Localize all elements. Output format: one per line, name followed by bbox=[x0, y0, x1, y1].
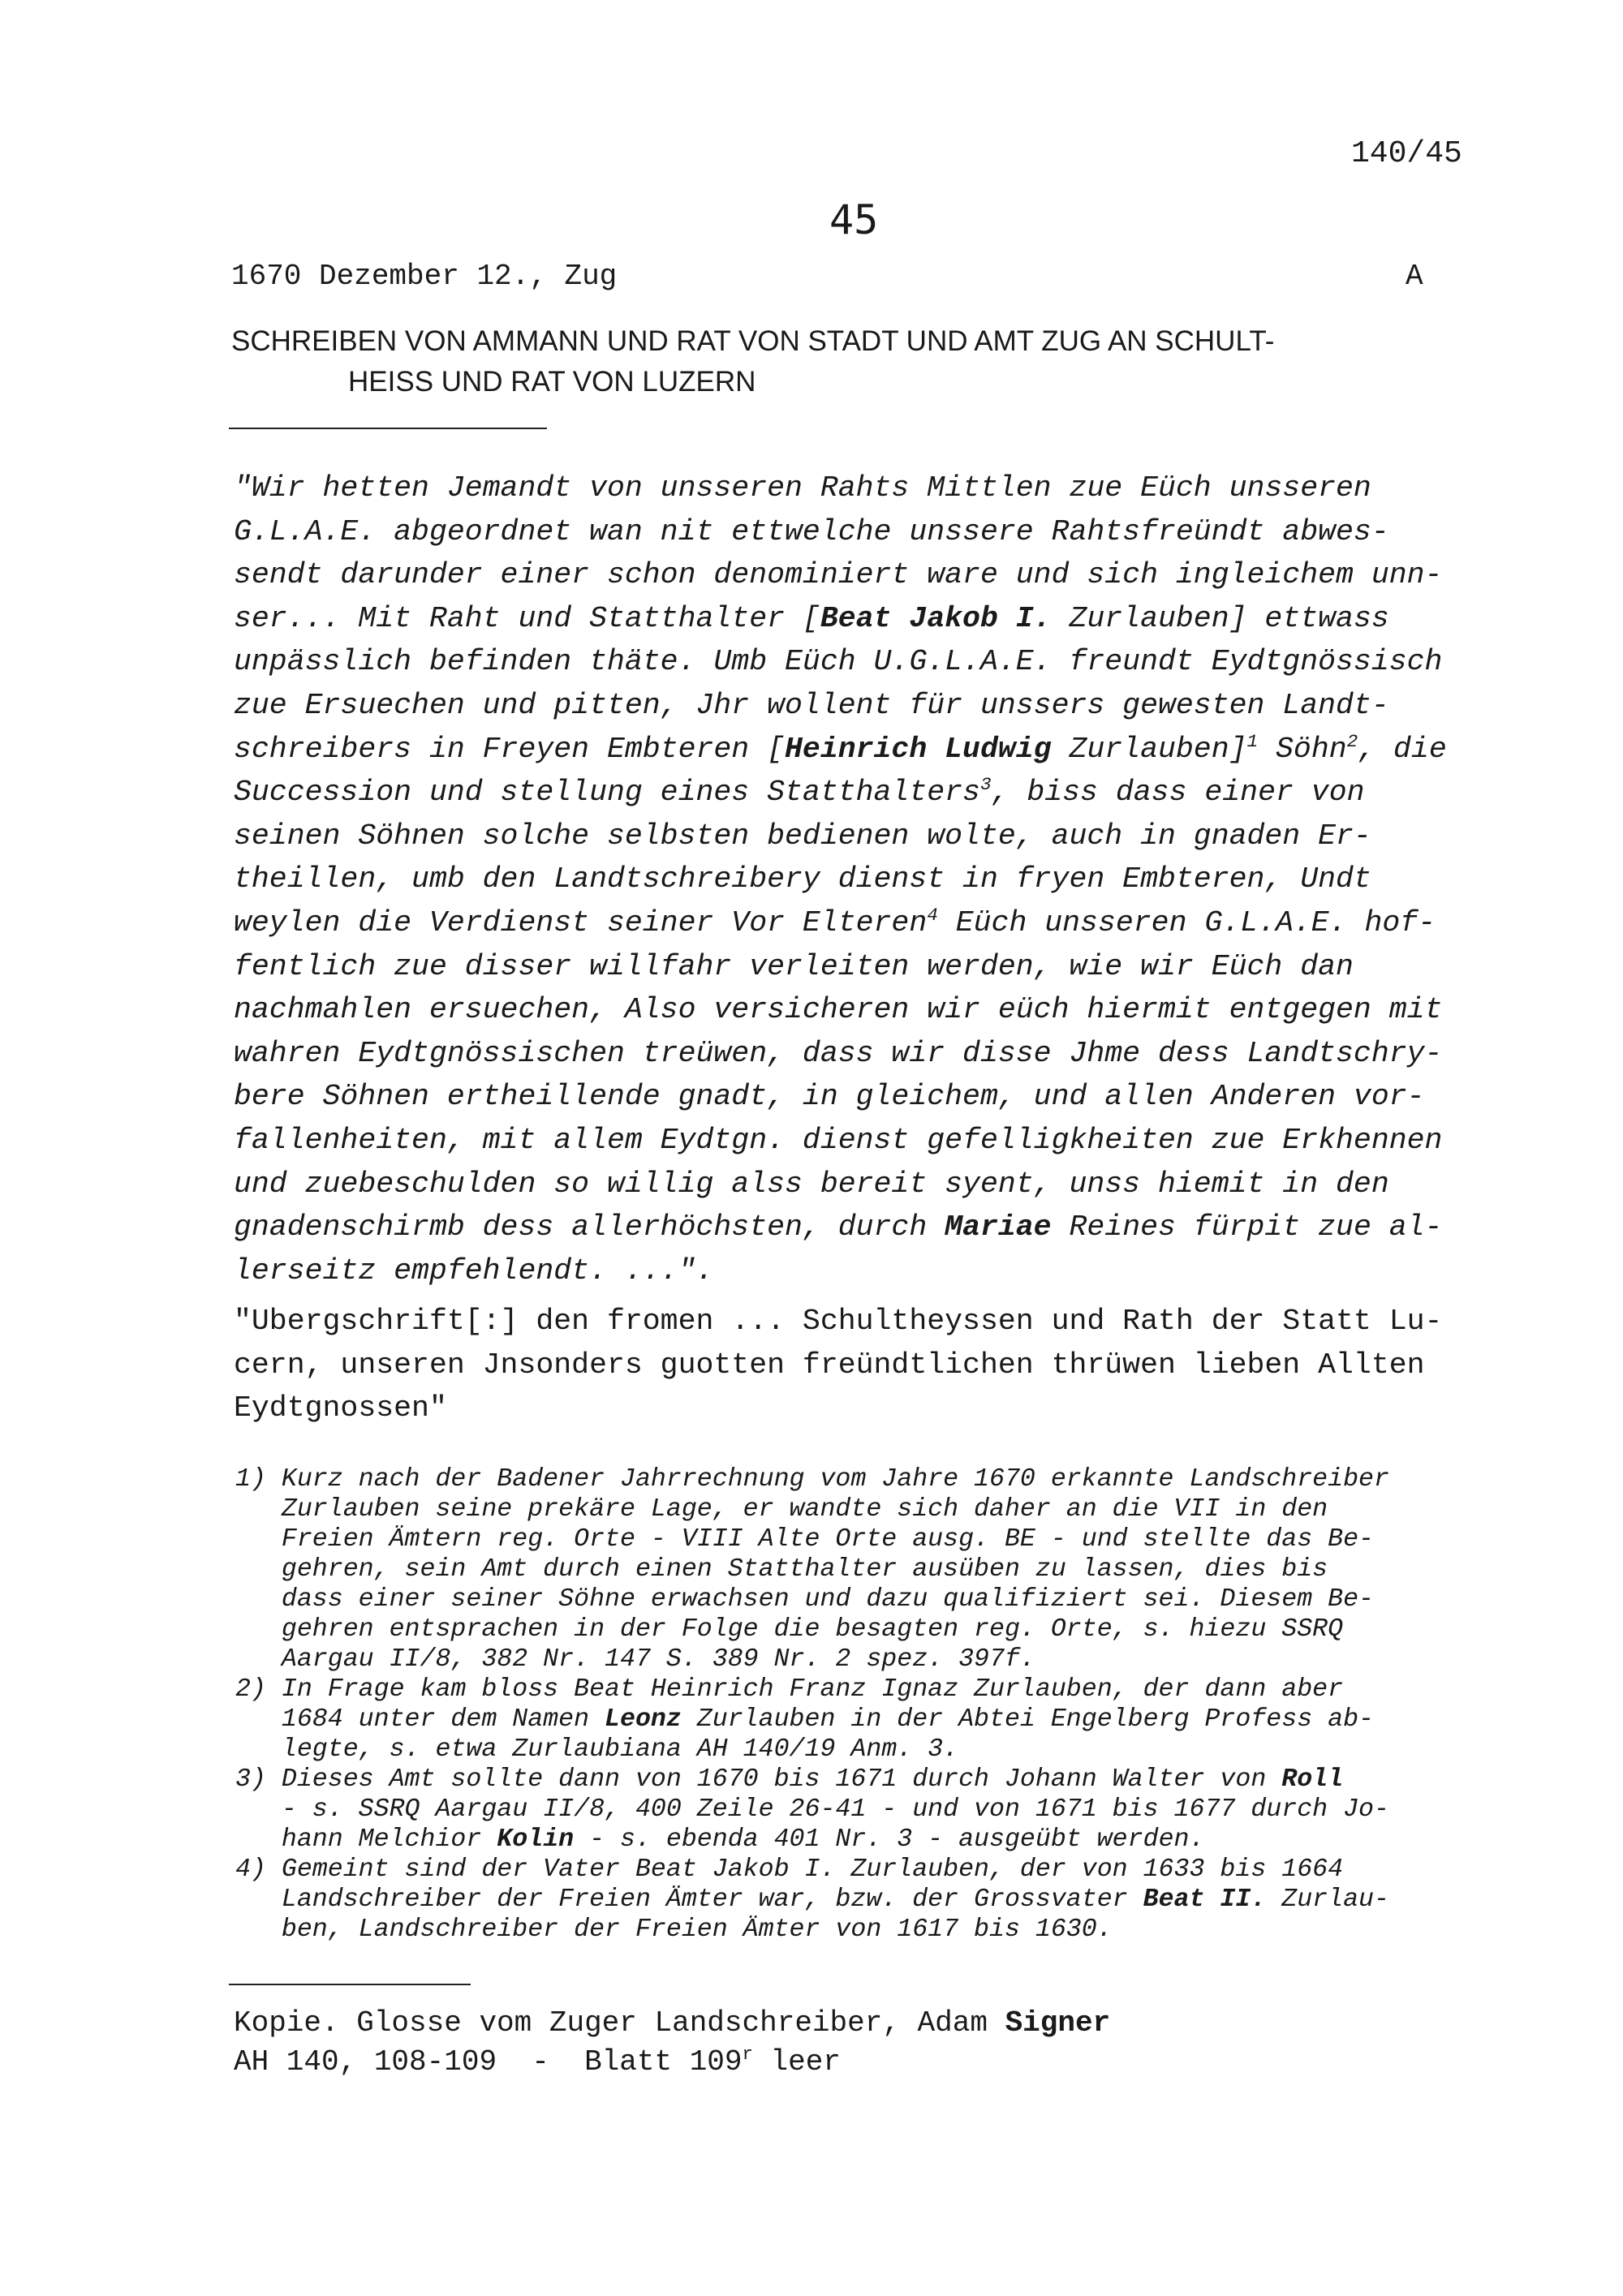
name-emphasis: Roll bbox=[1281, 1765, 1344, 1794]
name-emphasis: Mariae bbox=[945, 1210, 1052, 1245]
quote-line: Succession und stellung eines Statthalters$^3$, biss dass einer von bbox=[234, 774, 1365, 810]
name-emphasis: Beat Jakob I. bbox=[820, 601, 1052, 635]
footnote-line: Aargau II/8, 382 Nr. 147 S. 389 Nr. 2 spez. 397f. bbox=[235, 1645, 1035, 1674]
footnote-line: Freien Ämtern reg. Orte - VIII Alte Orte ausg. BE - und stellte das Be- bbox=[235, 1525, 1374, 1554]
quote-line: und zuebeschulden so willig alss bereit syent, unss hiemit in den bbox=[234, 1167, 1389, 1201]
footnote-line: - s. SSRQ Aargau II/8, 400 Zeile 26-41 - und von 1671 bis 1677 durch Jo- bbox=[235, 1795, 1389, 1824]
footnote-line: 1) Kurz nach der Badener Jahrrechnung vom Jahre 1670 erkannte Landschreiber bbox=[235, 1465, 1389, 1494]
quote-line: theillen, umb den Landtschreibery dienst in fryen Embteren, Undt bbox=[234, 862, 1371, 896]
folio-superscript: r bbox=[742, 2044, 753, 2065]
name-emphasis: Signer bbox=[1005, 2006, 1111, 2040]
footnote-line: 4) Gemeint sind der Vater Beat Jakob I. Zurlauben, der von 1633 bis 1664 bbox=[235, 1855, 1344, 1884]
quote-line: ser... Mit Raht und Statthalter [Beat Jakob I. Zurlauben] ettwass bbox=[234, 601, 1389, 635]
footnote-line: 3) Dieses Amt sollte dann von 1670 bis 1671 durch Johann Walter von Roll bbox=[235, 1765, 1344, 1794]
title-separator bbox=[229, 428, 547, 429]
footnote-line: 1684 unter dem Namen Leonz Zurlauben in der Abtei Engelberg Profess ab- bbox=[235, 1705, 1374, 1734]
footnotes bbox=[235, 1464, 1389, 1945]
date-place: 1670 Dezember 12., Zug bbox=[231, 260, 618, 293]
quote-line: fallenheiten, mit allem Eydtgn. dienst gefelligkheiten zue Erkhennen bbox=[234, 1123, 1443, 1157]
quote-line: bere Söhnen ertheillende gnadt, in gleichem, und allen Anderen vor- bbox=[234, 1080, 1425, 1114]
name-emphasis: Leonz bbox=[605, 1705, 682, 1734]
address-superscription bbox=[234, 1300, 1442, 1430]
quote-line: weylen die Verdienst seiner Vor Elteren$^4$ Eüch unsseren G.L.A.E. hof- bbox=[234, 904, 1436, 939]
footnote-line: Landschreiber der Freien Ämter war, bzw. der Grossvater Beat II. Zurlau- bbox=[235, 1885, 1389, 1914]
name-emphasis: Kolin bbox=[497, 1825, 575, 1854]
footnote-line: gehren, sein Amt durch einen Statthalter ausüben zu lassen, dies bis bbox=[235, 1555, 1328, 1584]
document-type-letter: A bbox=[1406, 260, 1423, 293]
footnote-marker: 1 bbox=[1246, 730, 1259, 752]
title-line-2: HEISS UND RAT VON LUZERN bbox=[348, 366, 756, 398]
quote-line: "Wir hetten Jemandt von unsseren Rahts Mittlen zue Eüch unsseren bbox=[234, 471, 1371, 505]
quote-line: lerseitz empfehlendt. ...". bbox=[234, 1253, 714, 1288]
name-emphasis: Heinrich Ludwig bbox=[785, 732, 1052, 766]
quote-line: fentlich zue disser willfahr verleiten werden, wie wir Eüch dan bbox=[234, 949, 1354, 983]
quote-line: wahren Eydtgnössischen treüwen, dass wir disse Jhme dess Landtschry- bbox=[234, 1036, 1443, 1070]
footnote-line: 2) In Frage kam bloss Beat Heinrich Franz Ignaz Zurlauben, der dann aber bbox=[235, 1675, 1344, 1704]
footnote-line: hann Melchior Kolin - s. ebenda 401 Nr. 3 - ausgeübt werden. bbox=[235, 1825, 1205, 1854]
quote-line: unpässlich befinden thäte. Umb Eüch U.G.L.A.E. freundt Eydtgnössisch bbox=[234, 645, 1443, 679]
source-note bbox=[234, 2004, 1110, 2082]
footnote-marker: 2 bbox=[1346, 730, 1358, 752]
quote-line: schreibers in Freyen Embteren [Heinrich Ludwig Zurlauben]$^1$ Söhn$^2$, die bbox=[234, 730, 1447, 766]
archive-reference: 140/45 bbox=[1351, 136, 1462, 171]
footnote-marker: 3 bbox=[979, 774, 992, 795]
quote-line: nachmahlen ersuechen, Also versicheren wir eüch hiermit entgegen mit bbox=[234, 993, 1443, 1027]
document-number: 45 bbox=[829, 196, 879, 243]
quote-line: G.L.A.E. abgeordnet wan nit ettwelche unssere Rahtsfreündt abwes- bbox=[234, 514, 1389, 548]
letter-quote bbox=[234, 467, 1447, 1292]
title-line-1: SCHREIBEN VON AMMANN UND RAT VON STADT UND AMT ZUG AN SCHULT- bbox=[231, 325, 1275, 357]
footnote-line: dass einer seiner Söhne erwachsen und dazu qualifiziert sei. Diesem Be- bbox=[235, 1585, 1374, 1614]
footnote-line: gehren entsprachen in der Folge die besagten reg. Orte, s. hiezu SSRQ bbox=[235, 1615, 1344, 1644]
quote-line: zue Ersuechen und pitten, Jhr wollent für unssers gewesten Landt- bbox=[234, 688, 1389, 722]
address-line: cern, unseren Jnsonders guotten freündtlichen thrüwen lieben Allten bbox=[234, 1348, 1425, 1382]
footnote-marker: 4 bbox=[927, 904, 938, 926]
document-title bbox=[231, 321, 1274, 402]
quote-line: sendt darunder einer schon denominiert ware und sich ingleichem unn- bbox=[234, 558, 1443, 592]
footnote-line: legte, s. etwa Zurlaubiana AH 140/19 Anm. 3. bbox=[235, 1735, 959, 1764]
address-line: Eydtgnossen" bbox=[234, 1391, 447, 1425]
footnote-line: ben, Landschreiber der Freien Ämter von 1617 bis 1630. bbox=[235, 1915, 1113, 1944]
footer-separator bbox=[229, 1984, 471, 1985]
quote-line: gnadenschirmb dess allerhöchsten, durch Mariae Reines fürpit zue al- bbox=[234, 1210, 1443, 1245]
source-line: Kopie. Glosse vom Zuger Landschreiber, Adam Signer bbox=[234, 2006, 1111, 2040]
name-emphasis: Beat II. bbox=[1143, 1885, 1267, 1914]
address-line: "Ubergschrift[:] den fromen ... Schultheyssen und Rath der Statt Lu- bbox=[234, 1305, 1443, 1338]
footnote-line: Zurlauben seine prekäre Lage, er wandte sich daher an die VII in den bbox=[235, 1495, 1328, 1524]
quote-line: seinen Söhnen solche selbsten bedienen wolte, auch in gnaden Er- bbox=[234, 819, 1371, 853]
source-line: AH 140, 108-109 - Blatt 109$^r$ leer bbox=[234, 2044, 841, 2079]
